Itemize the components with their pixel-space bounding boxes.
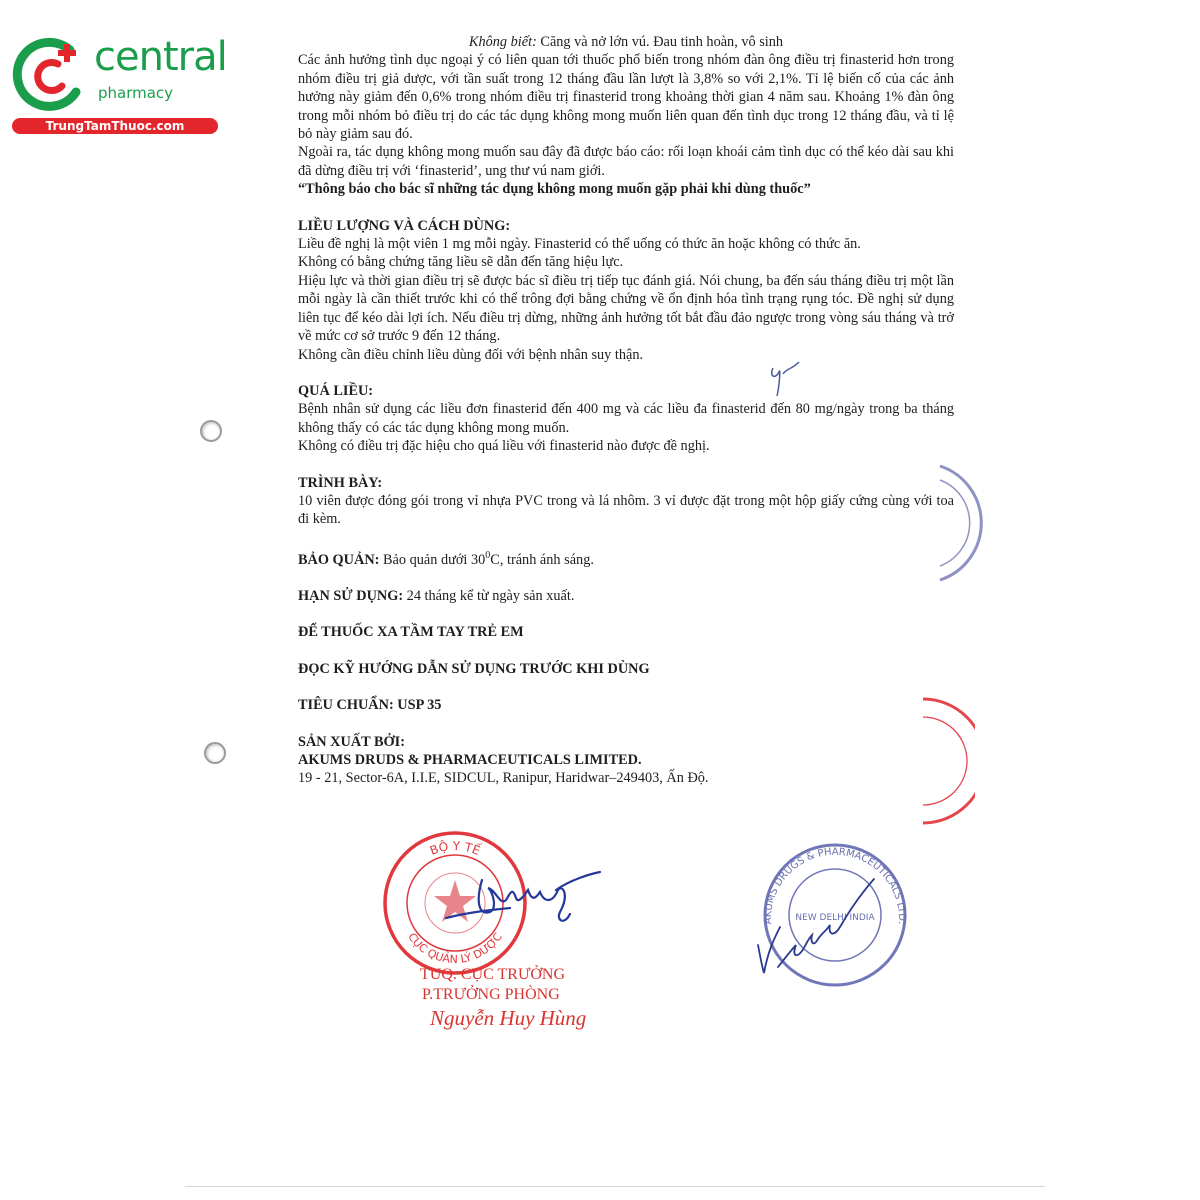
standard-title: TIÊU CHUẨN: (298, 697, 394, 714)
verma-signature-icon (752, 855, 882, 985)
standard-value: USP 35 (393, 697, 442, 714)
expiry-text: 24 tháng kể từ ngày sản xuất. (403, 587, 575, 604)
paragraph: Ngoài ra, tác dụng không mong muốn sau đây đã được báo cáo: rối loạn khoái cảm tình dục có thể kéo dài sau khi đã dừng điều trị với ‘finasterid’, ung thư vú nam giới. (298, 144, 954, 179)
expiry-line (298, 587, 954, 605)
storage-title: BẢO QUẢN: (298, 551, 380, 568)
bottom-divider (185, 1186, 1045, 1187)
manufacturer-address: 19 - 21, Sector-6A, I.I.E, SIDCUL, Ranipur, Haridwar–249403, Ấn Độ. (298, 770, 709, 787)
storage-sup: 0 (485, 549, 491, 561)
paragraph: Hiệu lực và thời gian điều trị sẽ được bác sĩ điều trị tiếp tục đánh giá. Nói chung, ba đến sáu tháng điều trị một lần mỗi ngày là cần thiết trước khi có thể trông đợi bằng chứng về ổn định hóa tình trạng rụng tóc. Đề nghị sử dụng liên tục để kéo dài lợi ích. Nếu điều trị dừng, những ảnh hưởng tốt bắt đầu đảo ngược trong vòng sáu tháng và trở về mức cơ sở trước 9 đến 12 tháng. (298, 272, 954, 345)
manufacturer-name: AKUMS DRUDS & PHARMACEUTICALS LIMITED. (298, 751, 642, 768)
section-heading: QUÁ LIỀU: (298, 382, 374, 399)
partial-stamp-red-icon (915, 695, 975, 830)
partial-stamp-blue-icon (930, 458, 1010, 588)
punch-hole (204, 742, 226, 764)
initial-mark-icon (765, 358, 805, 398)
akums-stamp-city: NEW DELHI INDIA (795, 913, 875, 923)
signature-title-1: TUQ. CỤC TRƯỞNG (420, 966, 566, 983)
warning-keep-away: ĐỂ THUỐC XA TẦM TAY TRẺ EM (298, 624, 524, 641)
intro-line (298, 33, 954, 51)
central-pharmacy-logo (10, 34, 227, 136)
logo-mark-icon (10, 36, 90, 116)
signatory-name: Nguyễn Huy Hùng (430, 1006, 587, 1030)
signature-icon (440, 860, 610, 935)
paragraph: 10 viên được đóng gói trong vỉ nhựa PVC trong và lá nhôm. 3 vỉ được đặt trong một hộp giấy cứng cùng với toa đi kèm. (298, 492, 954, 528)
intro-label: Không biết: (468, 34, 537, 50)
intro-text: Căng và nở lớn vú. Đau tinh hoàn, vô sinh (536, 34, 784, 50)
akums-stamp-text: AKUMS DRUGS & PHARMACEUTICALS LTD. (762, 846, 908, 925)
paragraph: Bệnh nhân sử dụng các liều đơn finasterid đến 400 mg và các liều đa finasterid đến 80 mg/ngày trong ba tháng không thấy có các tác dụng không mong muốn. (298, 401, 954, 436)
standard-line (298, 696, 954, 714)
logo-brand-sub: pharmacy (98, 84, 174, 102)
expiry-title: HẠN SỬ DỤNG: (298, 587, 404, 604)
paragraph: Các ảnh hưởng tình dục ngoại ý có liên quan tới thuốc phổ biến trong nhóm đàn ông điều trị finasterid hơn trong nhóm điều trị giả dược, với tần suất trong 12 tháng đầu lần lượt là 3,8% so với 2,1%. Tỉ lệ biến cố của các ảnh hưởng này giảm đến 0,6% trong nhóm điều trị finasterid trong khoảng thời gian 4 năm sau. Khoảng 1% đàn ông trong mỗi nhóm bỏ điều trị do các tác dụng không mong muốn liên quan đến tình dục trong 12 tháng đầu, và tỉ lệ bỏ này giảm sau đó. (298, 52, 954, 143)
document-body (298, 33, 954, 788)
paragraph: Không có điều trị đặc hiệu cho quá liều với finasterid nào được đề nghị. (298, 438, 710, 455)
section-heading: SẢN XUẤT BỞI: (298, 733, 405, 750)
paragraph: Không cần điều chỉnh liều dùng đối với bệnh nhân suy thận. (298, 346, 644, 363)
paragraph: Không có bằng chứng tăng liều sẽ dẫn đến tăng hiệu lực. (298, 254, 624, 271)
storage-line (298, 547, 954, 569)
logo-brand-name: central (94, 34, 227, 80)
logo-url: TrungTamThuoc.com (12, 118, 218, 134)
punch-hole (200, 420, 222, 442)
section-heading: LIỀU LƯỢNG VÀ CÁCH DÙNG: (298, 217, 511, 234)
storage-text-end: C, tránh ánh sáng. (490, 551, 594, 568)
signature-title-2: P.TRƯỞNG PHÒNG (422, 986, 560, 1003)
moh-stamp-bottom-text: CỤC QUẢN LÝ DƯỢC (405, 930, 505, 967)
notice-text: “Thông báo cho bác sĩ những tác dụng không mong muốn gặp phải khi dùng thuốc” (298, 181, 811, 198)
storage-text: Bảo quản dưới 30 (379, 551, 486, 568)
section-heading: TRÌNH BÀY: (298, 474, 383, 491)
moh-stamp-top-text: BỘ Y TẾ (427, 838, 483, 858)
warning-read-instructions: ĐỌC KỸ HƯỚNG DẪN SỬ DỤNG TRƯỚC KHI DÙNG (298, 660, 650, 677)
paragraph: Liều đề nghị là một viên 1 mg mỗi ngày. Finasterid có thể uống có thức ăn hoặc không có thức ăn. (298, 236, 861, 253)
